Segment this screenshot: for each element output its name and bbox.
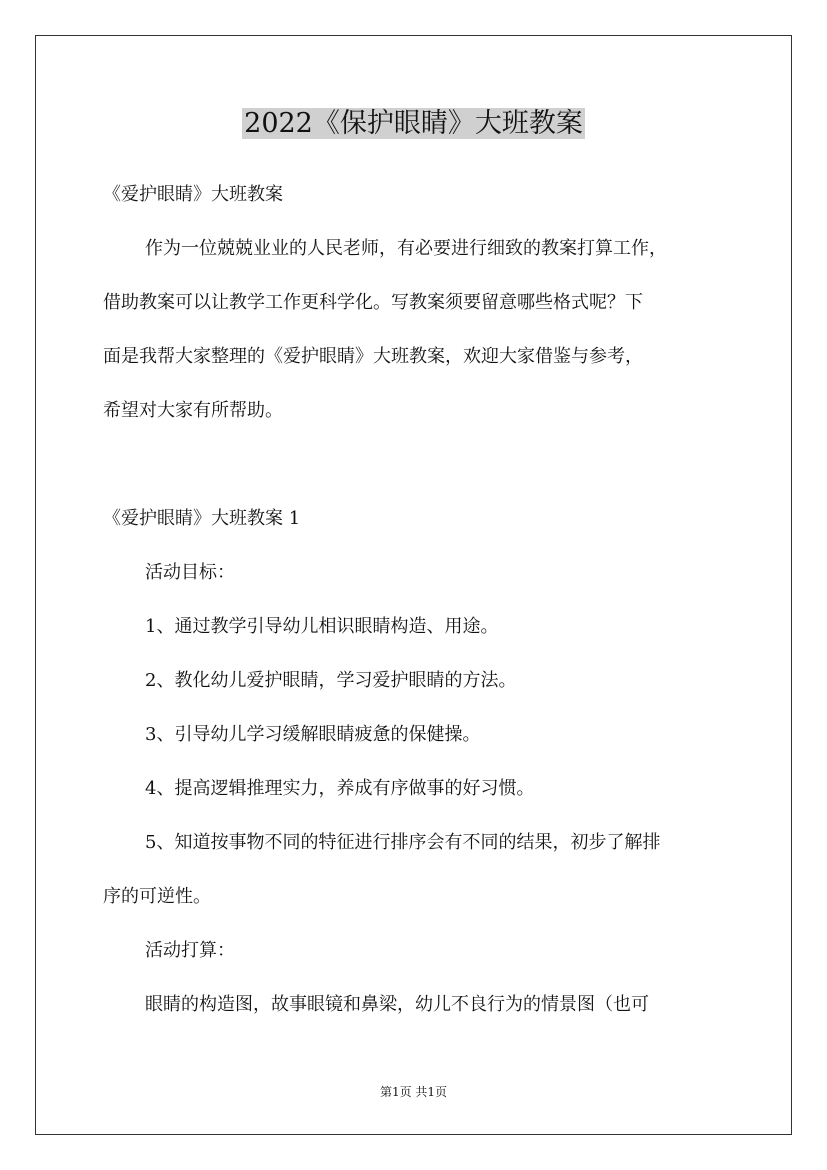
list-item: 3、引导幼儿学习缓解眼睛疲惫的保健操。 bbox=[145, 724, 481, 745]
section-label: 活动目标： bbox=[145, 562, 235, 583]
document-title-text: 2022《保护眼睛》大班教案 bbox=[244, 108, 583, 139]
list-item: 1、通过教学引导幼儿相识眼睛构造、用途。 bbox=[145, 616, 499, 637]
list-item: 5、知道按事物不同的特征进行排序会有不同的结果，初步了解排 bbox=[145, 832, 661, 853]
list-item: 4、提高逻辑推理实力，养成有序做事的好习惯。 bbox=[145, 778, 535, 799]
paragraph-line: 眼睛的构造图，故事眼镜和鼻梁，幼儿不良行为的情景图（也可 bbox=[145, 994, 649, 1015]
document-title bbox=[0, 104, 827, 144]
section-label: 活动打算： bbox=[145, 940, 235, 961]
paragraph-line: 作为一位兢兢业业的人民老师，有必要进行细致的教案打算工作， bbox=[145, 238, 667, 259]
section-heading: 《爱护眼睛》大班教案 1 bbox=[103, 508, 301, 529]
subtitle-line: 《爱护眼睛》大班教案 bbox=[103, 184, 283, 205]
paragraph-line: 面是我帮大家整理的《爱护眼睛》大班教案，欢迎大家借鉴与参考， bbox=[103, 346, 643, 367]
page-footer: 第1页 共1页 bbox=[379, 1085, 448, 1099]
paragraph-line: 希望对大家有所帮助。 bbox=[103, 400, 283, 421]
list-item: 2、教化幼儿爱护眼睛，学习爱护眼睛的方法。 bbox=[145, 670, 517, 691]
paragraph-line: 借助教案可以让教学工作更科学化。写教案须要留意哪些格式呢？下 bbox=[103, 292, 643, 313]
list-item-continuation: 序的可逆性。 bbox=[103, 886, 211, 907]
